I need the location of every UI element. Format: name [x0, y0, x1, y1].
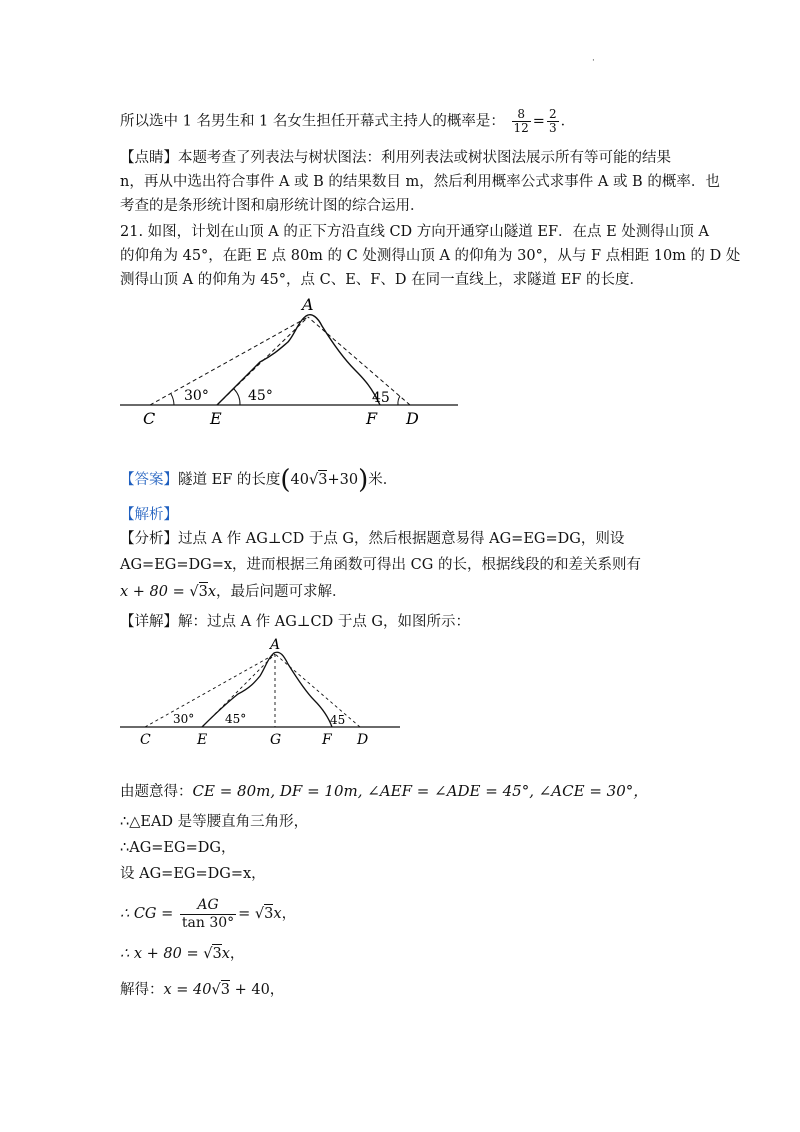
answer-line [120, 465, 398, 495]
label-c: C [143, 409, 156, 428]
fenxi-line-3 [120, 582, 347, 602]
angle-arc-d [398, 396, 400, 405]
mountain-figure-2 [110, 634, 410, 749]
cg-lhs: ∴ CG = [120, 906, 178, 922]
label-e: E [197, 732, 208, 748]
eq-x: x [221, 946, 230, 962]
label-f: F [366, 409, 378, 428]
sight-line-d [308, 317, 410, 405]
fenxi-eq-root: 3 [198, 584, 208, 600]
fenxi-eq-x: x [207, 584, 217, 600]
fenxi-line-2: AG=EG=DG=x，进而根据三角函数可得出 CG 的长，根据线段的和差关系则有 [120, 557, 641, 573]
solution-line-7: 解得：x = 40√3 + 40， [120, 982, 285, 998]
comment-line-2: n，再从中选出符合事件 A 或 B 的结果数目 m，然后利用概率公式求事件 A 或 B 的概率．也 [120, 174, 720, 190]
label-g: G [270, 732, 282, 748]
solve-rest: + 40， [229, 982, 285, 998]
fenxi-tag: 【分析】 [120, 531, 178, 547]
label-a: A [270, 637, 281, 653]
comment-text-1: 本题考查了列表法与树状图法：利用列表法或树状图法展示所有等可能的结果 [178, 150, 671, 166]
probability-line [120, 108, 575, 135]
answer-root: 3 [318, 472, 328, 488]
angle-label-45-e: 45° [225, 712, 247, 726]
analysis-tag: 【解析】 [120, 507, 178, 523]
answer-coef: 40 [290, 472, 309, 488]
header-dot: · [592, 56, 595, 66]
angle-arc-e [234, 389, 240, 405]
probability-text: 所以选中 1 名男生和 1 名女生担任开幕式主持人的概率是： [120, 113, 505, 130]
mountain-figure-1 [110, 292, 470, 432]
equals-sign: = [532, 113, 545, 130]
fraction-ag-tan30 [180, 897, 236, 932]
answer-expr: 40√3+30 [290, 472, 359, 488]
fraction-2-3 [547, 108, 559, 135]
period: ． [560, 113, 576, 130]
label-f: F [322, 732, 332, 748]
angle-arc-c [171, 394, 174, 405]
sqrt-sign: √ [189, 584, 199, 600]
answer-text: 隧道 EF 的长度 [178, 472, 281, 488]
sight-line-d [275, 654, 360, 727]
detail-tag: 【详解】 [120, 614, 178, 630]
fraction-denominator: 12 [513, 121, 529, 135]
comment-line-1 [120, 148, 671, 168]
eq-lhs: ∴ x + 80 = [120, 946, 204, 962]
comment-tag: 【点睛】 [120, 150, 178, 166]
angle-label-30: 30° [184, 388, 209, 404]
solution-line-1 [120, 781, 648, 802]
fraction-denominator: 3 [548, 121, 557, 135]
fenxi-line-1 [120, 529, 624, 549]
angle-label-45-d: 45 [330, 713, 346, 727]
fraction-numerator: 8 [512, 108, 531, 122]
comma: ， [229, 946, 245, 962]
sight-line-c [145, 654, 275, 727]
label-d: D [406, 409, 419, 428]
answer-plus: +30 [327, 472, 359, 488]
angle-label-30: 30° [173, 712, 195, 726]
answer-suffix: 米． [368, 472, 398, 488]
solution-line-5: ∴ CG = $\frac{AG}{\tan 30^\circ}$ = √3x， [120, 896, 297, 931]
fraction-numerator: 2 [548, 107, 557, 121]
equals-sign: = [238, 906, 251, 922]
solution-line-4: 设 AG=EG=DG=x， [120, 866, 266, 882]
eq-root: 3 [212, 946, 222, 962]
mountain-outline [202, 652, 332, 727]
question-line-3: 测得山顶 A 的仰角为 45°，点 C、E、F、D 在同一直线上，求隧道 EF 的长度． [120, 272, 644, 288]
angle-label-45-d: 45 [372, 390, 390, 406]
comma: ， [281, 906, 297, 922]
angle-label-45-e: 45° [248, 388, 273, 404]
mountain-outline [217, 315, 380, 405]
comment-line-3: 考查的是条形统计图和扇形统计图的综合运用． [120, 198, 425, 214]
question-line-2: 的仰角为 45°，在距 E 点 80m 的 C 处测得山顶 A 的仰角为 30°，从与 F 点相距 10m 的 D 处 [120, 248, 741, 264]
solve-lhs: x = 40 [163, 982, 212, 998]
fenxi-eq-lhs: x + 80 = [120, 584, 190, 600]
solve-root: 3 [220, 982, 230, 998]
cg-root: 3 [264, 906, 274, 922]
label-a: A [302, 295, 314, 314]
detail-text-1: 解：过点 A 作 AG⊥CD 于点 G，如图所示： [178, 614, 471, 630]
label-e: E [210, 409, 222, 428]
question-line-1: 21. 如图，计划在山顶 A 的正下方沿直线 CD 方向开通穿山隧道 EF．在点 E 处测得山顶 A [120, 224, 709, 240]
label-c: C [140, 732, 151, 748]
detail-line-1 [120, 612, 470, 632]
given-conditions: CE = 80m, DF = 10m, ∠AEF = ∠ADE = 45°, ∠ACE = 30°， [192, 782, 649, 800]
fraction-numerator: AG [180, 897, 236, 915]
solution-line-2: ∴△EAD 是等腰直角三角形， [120, 814, 309, 830]
label-d: D [357, 732, 369, 748]
cg-x: x [273, 906, 282, 922]
fenxi-text-1: 过点 A 作 AG⊥CD 于点 G，然后根据题意易得 AG=EG=DG，则设 [178, 531, 625, 547]
fraction-denominator: tan 30° [181, 914, 235, 931]
paren-close: ) [358, 465, 369, 495]
answer-tag: 【答案】 [120, 472, 178, 488]
solution-line-6: ∴ x + 80 = √3x， [120, 946, 245, 962]
sight-line-c [150, 317, 308, 405]
fenxi-rest: ，最后问题可求解． [216, 584, 347, 600]
solution-prefix: 由题意得： [120, 784, 193, 800]
fraction-8-12 [512, 108, 531, 135]
solve-prefix: 解得： [120, 982, 164, 998]
paren-open: ( [280, 465, 291, 495]
solution-line-3: ∴AG=EG=DG， [120, 840, 236, 856]
